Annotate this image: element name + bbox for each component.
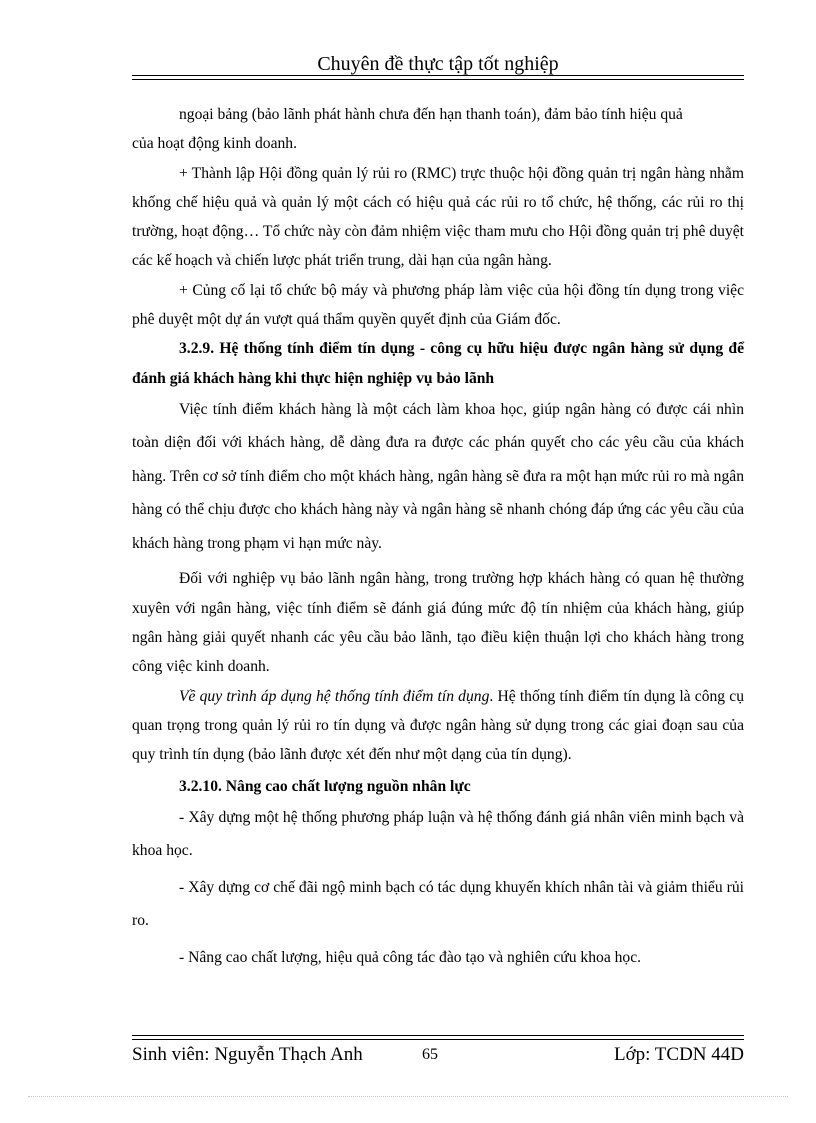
footer-class: Lớp: TCDN 44D: [613, 1044, 744, 1065]
paragraph-procedure: [132, 682, 744, 770]
bullet-methodology: - Xây dựng một hệ thống phương pháp luận và hệ thống đánh giá nhân viên minh bạch và khoa học.: [132, 808, 744, 859]
footer-student: Sinh viên: Nguyễn Thạch Anh: [132, 1044, 363, 1065]
header-rule-top: [132, 75, 744, 76]
paragraph-credit-council: + Củng cố lại tổ chức bộ máy và phương pháp làm việc của hội đồng tín dụng trong việc phê duyệt một dự án vượt quá thẩm quyền quyết định của Giám đốc.: [132, 281, 744, 329]
bullet-training: - Nâng cao chất lượng, hiệu quả công tác đào tạo và nghiên cứu khoa học.: [179, 948, 642, 966]
page-content: [132, 100, 744, 972]
paragraph-scoring: Việc tính điểm khách hàng là một cách làm khoa học, giúp ngân hàng có được cái nhìn toàn diện đối với khách hàng, dễ dàng đưa ra được các phán quyết cho các yêu cầu của khách hàng. Trên cơ sở tính điểm cho một khách hàng, ngân hàng sẽ đưa ra một hạn mức rủi ro mà ngân hàng có thể chịu được cho khách hàng này và ngân hàng sẽ nhanh chóng đáp ứng các yêu cầu của khách hàng trong phạm vi hạn mức này.: [132, 400, 744, 552]
paragraph-continuation: ngoại bảng (bảo lãnh phát hành chưa đến hạn thanh toán), đảm bảo tính hiệu quả của hoạt động kinh doanh.: [132, 106, 683, 153]
header-title: Chuyên đề thực tập tốt nghiệp: [317, 53, 559, 75]
heading-3-2-9: 3.2.9. Hệ thống tính điểm tín dụng - công cụ hữu hiệu được ngân hàng sử dụng để đánh giá khách hàng khi thực hiện nghiệp vụ bảo lãnh: [132, 340, 744, 387]
page-number: 65: [422, 1046, 438, 1063]
page-edge-divider: [28, 1096, 788, 1097]
procedure-italic: Về quy trình áp dụng hệ thống tính điểm tín dụng: [179, 687, 490, 705]
heading-3-2-10: 3.2.10. Nâng cao chất lượng nguồn nhân lực: [179, 777, 471, 795]
procedure-text: . Hệ thống tính điểm tín dụng là công cụ quan trọng trong quản lý rủi ro tín dụng và được ngân hàng sử dụng trong các giai đoạn sau của quy trình tín dụng (bảo lãnh được xét đến như một dạng của tín dụng).: [132, 687, 745, 764]
bullet-compensation: - Xây dựng cơ chế đãi ngộ minh bạch có tác dụng khuyến khích nhân tài và giảm thiểu rủi ro.: [132, 878, 744, 929]
header-rule-bottom: [132, 79, 744, 80]
footer-rule-bottom: [132, 1039, 744, 1040]
paragraph-rmc: + Thành lập Hội đồng quản lý rủi ro (RMC) trực thuộc hội đồng quản trị ngân hàng nhằm khống chế hiệu quả và quản lý một cách có hiệu quả các rủi ro tổ chức, hệ thống, các rủi ro thị trường, hoạt động… Tổ chức này còn đảm nhiệm việc tham mưu cho Hội đồng quản trị phê duyệt các kế hoạch và chiến lược phát triển trung, dài hạn của ngân hàng.: [132, 164, 744, 270]
paragraph-guarantee: Đối với nghiệp vụ bảo lãnh ngân hàng, trong trường hợp khách hàng có quan hệ thường xuyên với ngân hàng, việc tính điểm sẽ đánh giá đúng mức độ tín nhiệm của khách hàng, giúp ngân hàng giải quyết nhanh các yêu cầu bảo lãnh, tạo điều kiện thuận lợi cho khách hàng trong công việc kinh doanh.: [132, 570, 744, 676]
footer-rule-top: [132, 1035, 744, 1036]
